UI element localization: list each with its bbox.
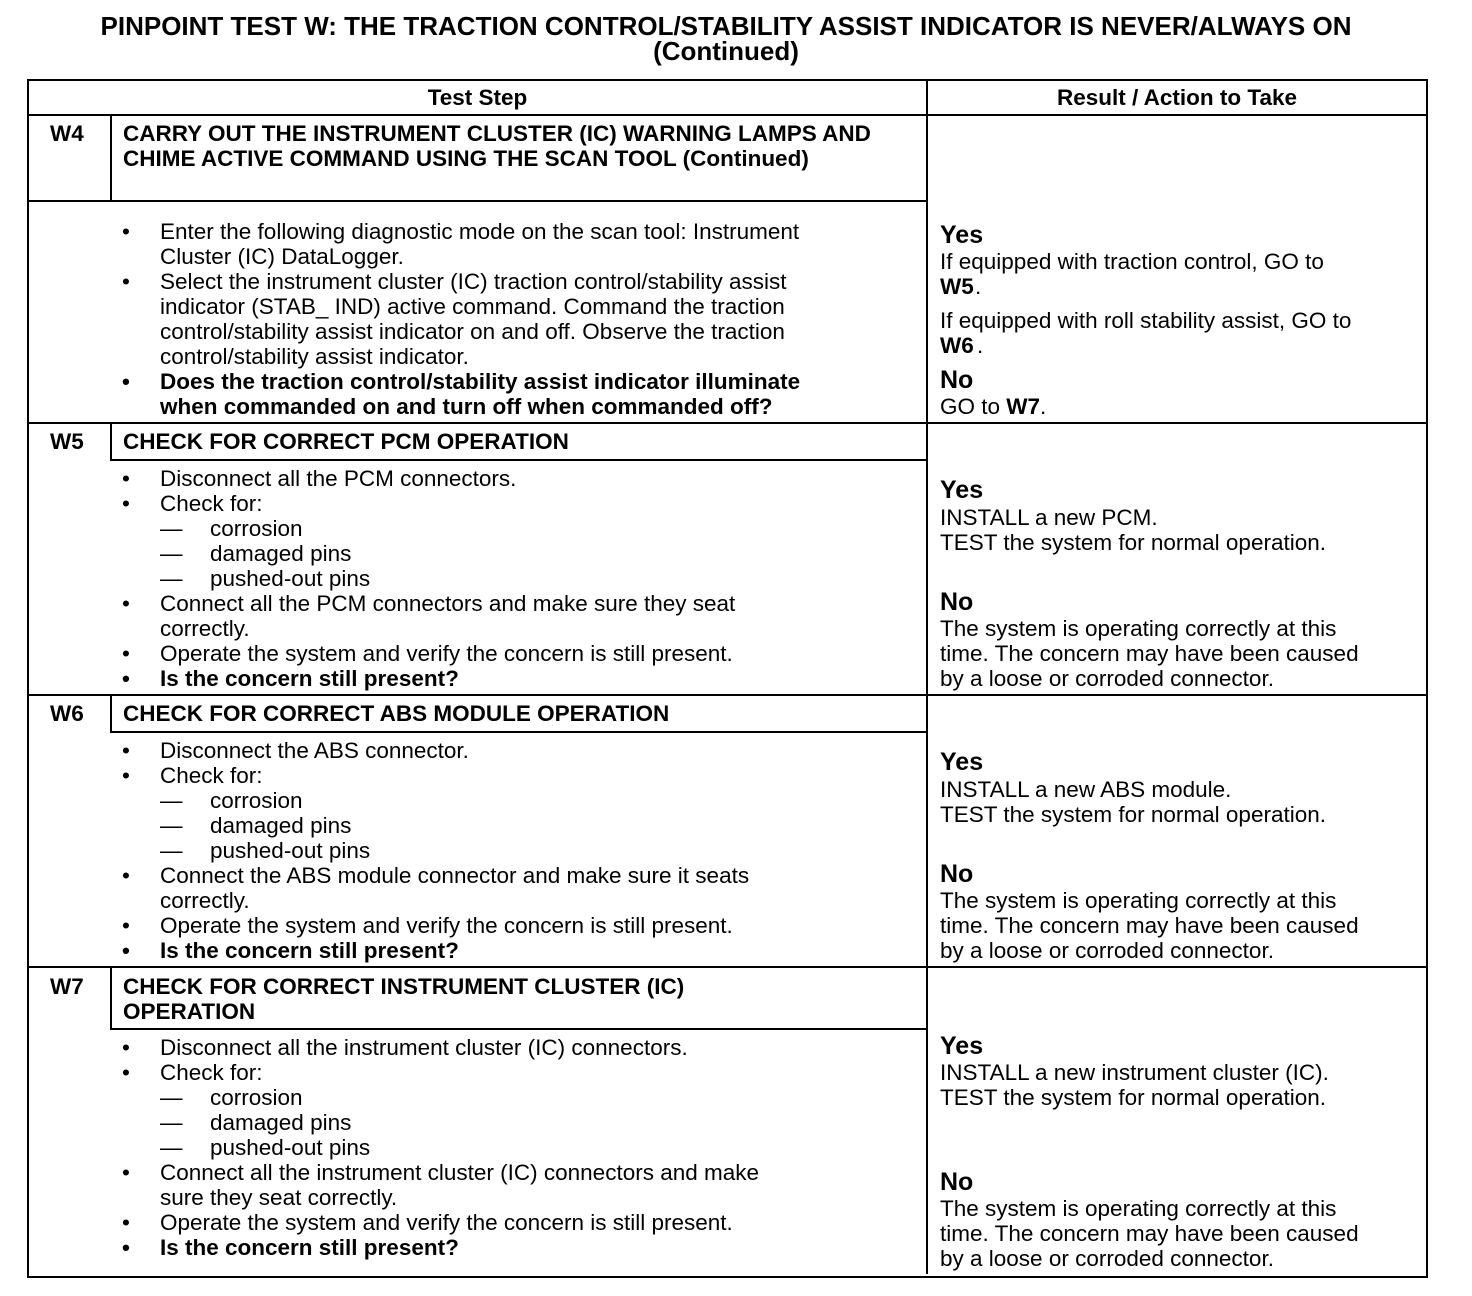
bullet: • <box>122 466 130 491</box>
id-divider-w4 <box>110 116 112 202</box>
bullet: • <box>122 591 130 616</box>
w7-check1: corrosion <box>210 1085 303 1110</box>
title-line-w6 <box>110 731 926 733</box>
bullet: • <box>122 763 130 788</box>
w4-line6: control/stability assist indicator. <box>160 344 469 369</box>
w7-no-line3: by a loose or corroded connector. <box>940 1246 1274 1271</box>
w4-result2: If equipped with roll stability assist, GO to <box>940 308 1352 333</box>
w5-no-line3: by a loose or corroded connector. <box>940 666 1274 691</box>
w6-line2: Check for: <box>160 763 263 788</box>
bullet: • <box>122 1035 130 1060</box>
w4-line8: when commanded on and turn off when commanded off? <box>160 394 773 419</box>
id-divider-w5 <box>110 424 112 461</box>
w7-no-line2: time. The concern may have been caused <box>940 1221 1359 1246</box>
step-id-w4: W4 <box>50 121 84 146</box>
w7-line5: Operate the system and verify the concern is still present. <box>160 1210 733 1235</box>
w6-line4: correctly. <box>160 888 250 913</box>
w6-yes-line1: INSTALL a new ABS module. <box>940 777 1232 802</box>
bullet: • <box>122 913 130 938</box>
w7-line6: Is the concern still present? <box>160 1235 459 1260</box>
w4-result1: If equipped with traction control, GO to <box>940 249 1324 274</box>
w6-line3: Connect the ABS module connector and make sure it seats <box>160 863 750 888</box>
w5-line4: correctly. <box>160 616 250 641</box>
id-divider-w6 <box>110 696 112 733</box>
page-title-line2: (Continued) <box>653 36 799 66</box>
w4-result3: GO to W7. <box>940 394 1047 419</box>
w6-yes-line2: TEST the system for normal operation. <box>940 802 1326 827</box>
page-title-line1: PINPOINT TEST W: THE TRACTION CONTROL/STABILITY ASSIST INDICATOR IS NEVER/ALWAYS ON <box>100 11 1352 41</box>
w7-line4: sure they seat correctly. <box>160 1185 398 1210</box>
w4-result1-period: . <box>975 274 982 299</box>
w4-result2-link: W6 <box>940 333 974 358</box>
dash: — <box>160 838 183 863</box>
dash: — <box>160 1085 183 1110</box>
step-id-w6: W6 <box>50 701 84 726</box>
w7-yes-line1: INSTALL a new instrument cluster (IC). <box>940 1060 1329 1085</box>
w4-line4: indicator (STAB_ IND) active command. Command the traction <box>160 294 785 319</box>
bullet: • <box>122 491 130 516</box>
dash: — <box>160 566 183 591</box>
dash: — <box>160 541 183 566</box>
w6-yes-label: Yes <box>940 748 984 776</box>
w7-check3: pushed-out pins <box>210 1135 371 1160</box>
bullet: • <box>122 641 130 666</box>
bullet: • <box>122 1235 130 1260</box>
w7-check2: damaged pins <box>210 1110 352 1135</box>
header-row-line <box>29 114 1426 116</box>
w6-no-line2: time. The concern may have been caused <box>940 913 1359 938</box>
w6-no-line3: by a loose or corroded connector. <box>940 938 1274 963</box>
row-line-w7 <box>29 966 1426 968</box>
w4-result3-link: W7 <box>1006 394 1041 419</box>
w6-no-line1: The system is operating correctly at this <box>940 888 1337 913</box>
w5-check2: damaged pins <box>210 541 352 566</box>
w4-line2: Cluster (IC) DataLogger. <box>160 244 404 269</box>
bullet: • <box>122 1210 130 1235</box>
dash: — <box>160 813 183 838</box>
w4-result1-link: W5 <box>940 274 974 299</box>
step-title-w7: CHECK FOR CORRECT INSTRUMENT CLUSTER (IC) OPERATION <box>123 974 685 1024</box>
title-line-w4 <box>29 200 926 202</box>
w6-no-label: No <box>940 860 974 888</box>
w5-no-label: No <box>940 588 974 616</box>
column-divider <box>926 81 928 1274</box>
w4-line1: Enter the following diagnostic mode on the scan tool: Instrument <box>160 219 800 244</box>
w7-no-label: No <box>940 1168 974 1196</box>
w5-line6: Is the concern still present? <box>160 666 459 691</box>
bullet: • <box>122 369 130 394</box>
w4-result2-period: . <box>977 333 984 358</box>
w6-line5: Operate the system and verify the concern is still present. <box>160 913 733 938</box>
w7-yes-line2: TEST the system for normal operation. <box>940 1085 1326 1110</box>
w5-line2: Check for: <box>160 491 263 516</box>
w5-line3: Connect all the PCM connectors and make sure they seat <box>160 591 736 616</box>
w6-check3: pushed-out pins <box>210 838 371 863</box>
step-title-w6: CHECK FOR CORRECT ABS MODULE OPERATION <box>123 701 670 726</box>
step-title-w4: CARRY OUT THE INSTRUMENT CLUSTER (IC) WARNING LAMPS AND CHIME ACTIVE COMMAND USING THE SCAN TOOL (Continued) <box>123 121 871 171</box>
dash: — <box>160 788 183 813</box>
row-line-w5 <box>29 422 1426 424</box>
header-result: Result / Action to Take <box>1056 85 1298 110</box>
title-line-w5 <box>110 459 926 461</box>
header-test-step: Test Step <box>427 85 528 110</box>
w5-no-line1: The system is operating correctly at this <box>940 616 1337 641</box>
bullet: • <box>122 1160 130 1185</box>
bullet: • <box>122 938 130 963</box>
w4-no-label: No <box>940 366 974 394</box>
page-title <box>0 11 1452 66</box>
w4-result3-text: GO to <box>940 394 1007 419</box>
w4-line3: Select the instrument cluster (IC) traction control/stability assist <box>160 269 787 294</box>
bullet: • <box>122 219 130 244</box>
step-title-w5: CHECK FOR CORRECT PCM OPERATION <box>123 429 569 454</box>
w6-check1: corrosion <box>210 788 303 813</box>
step-id-w5: W5 <box>50 429 84 454</box>
id-divider-w7 <box>110 968 112 1030</box>
bullet: • <box>122 1060 130 1085</box>
w6-check2: damaged pins <box>210 813 352 838</box>
w7-no-line1: The system is operating correctly at this <box>940 1196 1337 1221</box>
w5-check1: corrosion <box>210 516 303 541</box>
bullet: • <box>122 863 130 888</box>
w5-yes-label: Yes <box>940 476 984 504</box>
w5-no-line2: time. The concern may have been caused <box>940 641 1359 666</box>
title-line-w7 <box>110 1028 926 1030</box>
bullet: • <box>122 666 130 691</box>
w7-line2: Check for: <box>160 1060 263 1085</box>
w4-line7: Does the traction control/stability assist indicator illuminate <box>160 369 801 394</box>
w7-yes-label: Yes <box>940 1032 984 1060</box>
w7-line3: Connect all the instrument cluster (IC) connectors and make <box>160 1160 760 1185</box>
w5-line5: Operate the system and verify the concern is still present. <box>160 641 733 666</box>
w5-yes-line1: INSTALL a new PCM. <box>940 505 1158 530</box>
w5-yes-line2: TEST the system for normal operation. <box>940 530 1326 555</box>
dash: — <box>160 1135 183 1160</box>
w4-yes-label: Yes <box>940 221 984 249</box>
bullet: • <box>122 269 130 294</box>
w7-line1: Disconnect all the instrument cluster (IC) connectors. <box>160 1035 688 1060</box>
row-line-w6 <box>29 694 1426 696</box>
step-id-w7: W7 <box>50 974 84 999</box>
w6-line1: Disconnect the ABS connector. <box>160 738 469 763</box>
w5-check3: pushed-out pins <box>210 566 371 591</box>
dash: — <box>160 516 183 541</box>
bullet: • <box>122 738 130 763</box>
dash: — <box>160 1110 183 1135</box>
w6-line6: Is the concern still present? <box>160 938 459 963</box>
w5-line1: Disconnect all the PCM connectors. <box>160 466 517 491</box>
w4-line5: control/stability assist indicator on and off. Observe the traction <box>160 319 785 344</box>
